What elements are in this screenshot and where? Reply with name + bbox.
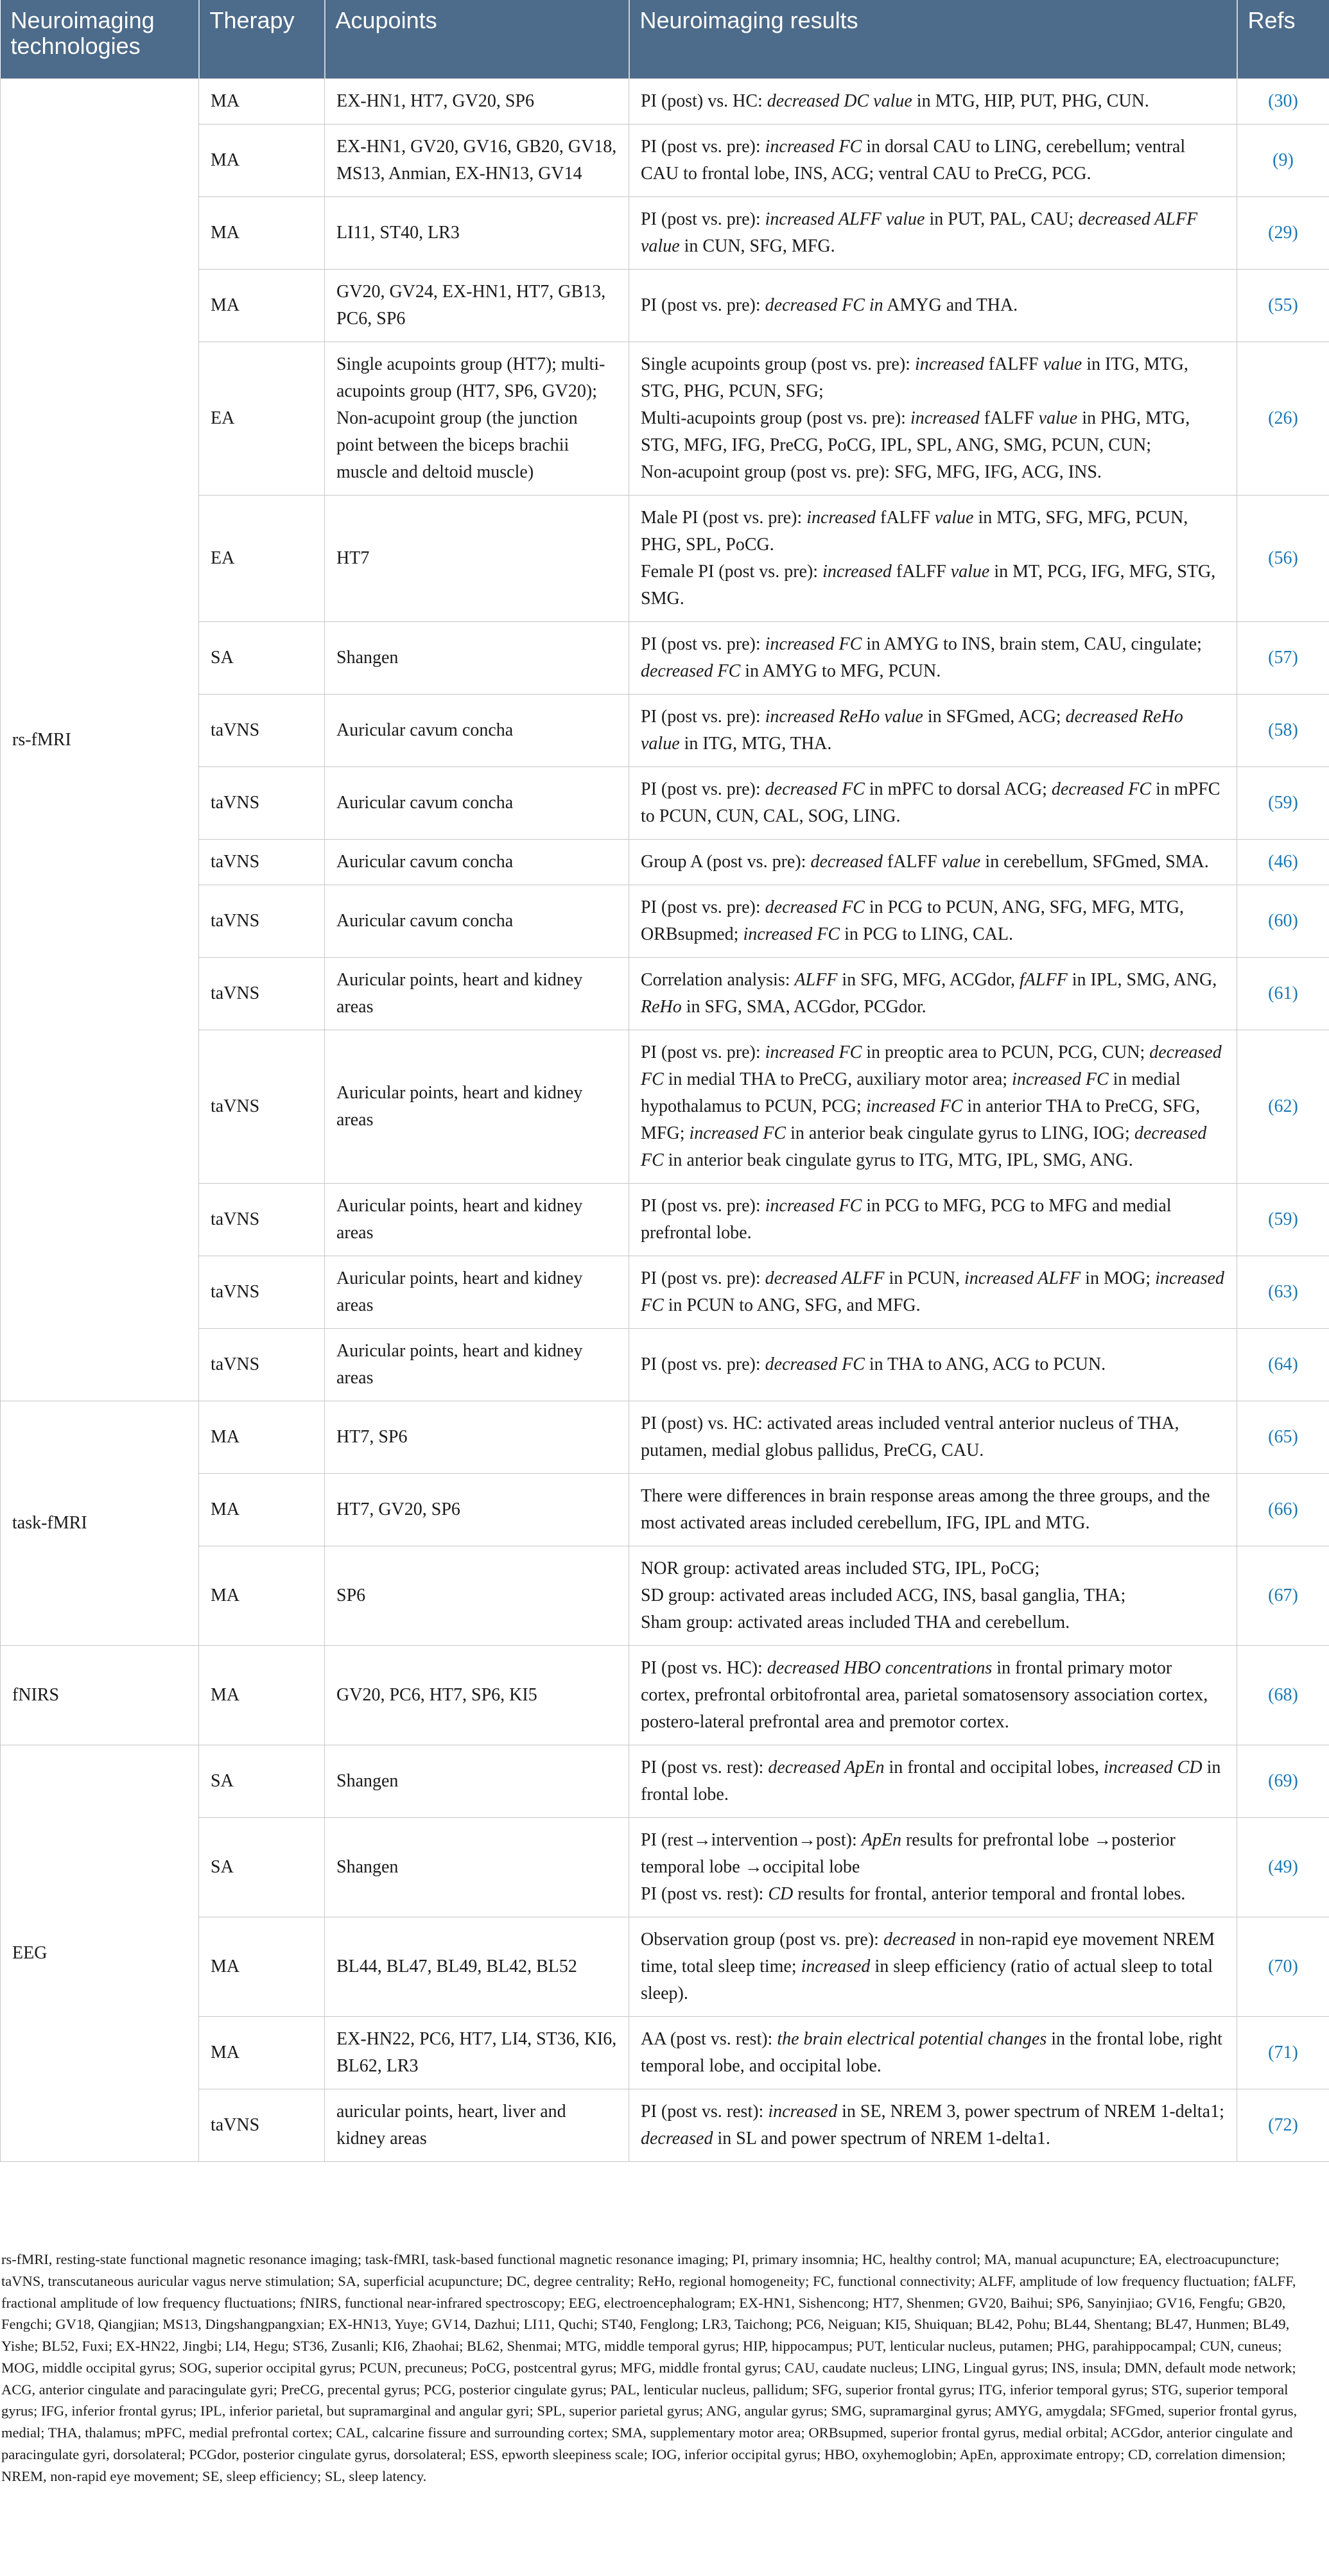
reference-link[interactable]: (67) xyxy=(1268,1586,1298,1605)
acupoints-cell: HT7 xyxy=(325,496,629,622)
results-cell: PI (post vs. pre): increased ALFF value in PUT, PAL, CAU; decreased ALFF value in CUN, SFG, MFG. xyxy=(629,197,1237,270)
therapy-cell: MA xyxy=(199,1546,325,1646)
therapy-cell: taVNS xyxy=(199,2089,325,2162)
table-row xyxy=(1,342,1329,496)
table-body xyxy=(1,79,1329,2162)
acupoints-cell: BL44, BL47, BL49, BL42, BL52 xyxy=(325,1917,629,2017)
reference-link[interactable]: (56) xyxy=(1268,548,1298,568)
refs-cell xyxy=(1237,1745,1329,1818)
reference-link[interactable]: (59) xyxy=(1268,1209,1298,1229)
acupoints-cell: Auricular points, heart and kidney areas xyxy=(325,958,629,1030)
table-row xyxy=(1,1646,1329,1745)
results-cell: PI (post vs. rest): decreased ApEn in frontal and occipital lobes, increased CD in frontal lobe. xyxy=(629,1745,1237,1818)
acupoints-cell: EX-HN1, GV20, GV16, GB20, GV18, MS13, Anmian, EX-HN13, GV14 xyxy=(325,125,629,197)
therapy-cell: MA xyxy=(199,1401,325,1474)
results-cell: NOR group: activated areas included STG, IPL, PoCG; SD group: activated areas included ACG, INS, basal ganglia, THA; Sham group: activated areas included THA and cerebellum. xyxy=(629,1546,1237,1646)
results-cell: PI (post vs. pre): increased ReHo value in SFGmed, ACG; decreased ReHo value in ITG, MTG, THA. xyxy=(629,695,1237,767)
acupoints-cell: SP6 xyxy=(325,1546,629,1646)
refs-cell xyxy=(1237,197,1329,270)
therapy-cell: MA xyxy=(199,197,325,270)
reference-link[interactable]: (66) xyxy=(1268,1500,1298,1519)
refs-cell xyxy=(1237,2017,1329,2089)
results-cell: PI (post) vs. HC: decreased DC value in MTG, HIP, PUT, PHG, CUN. xyxy=(629,79,1237,125)
therapy-cell: MA xyxy=(199,270,325,342)
table-row xyxy=(1,1474,1329,1546)
header-acupoints: Acupoints xyxy=(325,0,629,79)
therapy-cell: taVNS xyxy=(199,1256,325,1329)
results-cell: PI (rest→intervention→post): ApEn results for prefrontal lobe →posterior temporal lobe →occipital lobe PI (post vs. rest): CD results for frontal, anterior temporal and frontal lobes. xyxy=(629,1818,1237,1917)
results-cell: PI (post vs. pre): increased FC in dorsal CAU to LING, cerebellum; ventral CAU to frontal lobe, INS, ACG; ventral CAU to PreCG, PCG. xyxy=(629,125,1237,197)
refs-cell xyxy=(1237,342,1329,496)
reference-link[interactable]: (63) xyxy=(1268,1282,1298,1302)
table-row xyxy=(1,2017,1329,2089)
refs-cell xyxy=(1237,1401,1329,1474)
table-row xyxy=(1,1745,1329,1818)
therapy-cell: EA xyxy=(199,342,325,496)
therapy-cell: taVNS xyxy=(199,1030,325,1184)
reference-link[interactable]: (57) xyxy=(1268,648,1298,668)
table-row xyxy=(1,622,1329,695)
reference-link[interactable]: (49) xyxy=(1268,1857,1298,1877)
results-cell: PI (post) vs. HC: activated areas included ventral anterior nucleus of THA, putamen, medial globus pallidus, PreCG, CAU. xyxy=(629,1401,1237,1474)
results-cell: PI (post vs. pre): decreased FC in mPFC to dorsal ACG; decreased FC in mPFC to PCUN, CUN, CAL, SOG, LING. xyxy=(629,767,1237,840)
results-cell: Correlation analysis: ALFF in SFG, MFG, ACGdor, fALFF in IPL, SMG, ANG, ReHo in SFG, SMA, ACGdor, PCGdor. xyxy=(629,958,1237,1030)
therapy-cell: MA xyxy=(199,125,325,197)
table-footnote: rs-fMRI, resting-state functional magnetic resonance imaging; task-fMRI, task-based functional magnetic resonance imaging; PI, primary insomnia; HC, healthy control; MA, manual acupuncture; EA, electroacupuncture; taVNS, transcutaneous auricular vagus nerve stimulation; SA, superficial acupuncture; DC, degree centrality; ReHo, regional homogeneity; FC, functional connectivity; ALFF, amplitude of low frequency fluctuation; fALFF, fractional amplitude of low frequency fluctuations; fNIRS, functional near-infrared spectroscopy; EEG, electroencephalogram; EX-HN1, Sishencong; HT7, Shenmen; GV20, Baihui; SP6, Sanyinjiao; GV16, Fengfu; GB20, Fengchi; GV18, Qiangjian; MS13, Dingshangpangxian; EX-HN13, Yuye; GV14, Dazhui; LI11, Quchi; ST40, Fenglong; LR3, Taichong; PC6, Neiguan; KI5, Shuiquan; BL42, Pohu; BL44, Shentang; BL47, Hunmen; BL49, Yishe; BL52, Fuxi; EX-HN22, Jingbi; LI4, Hegu; ST36, Zusanli; KI6, Zhaohai; BL62, Shenmai; MTG, middle temporal gyrus; HIP, hippocampus; PUT, lenticular nucleus, putamen; PHG, parahippocampal; CUN, cuneus; MOG, middle occipital gyrus; SOG, superior occipital gyrus; PCUN, precuneus; PoCG, postcentral gyrus; MFG, middle frontal gyrus; CAU, caudate nucleus; LING, Lingual gyrus; INS, insula; DMN, default mode network; ACG, anterior cingulate and paracingulate gyri; PreCG, precental gyrus; PCG, posterior cingulate gyrus; PAL, lenticular nucleus, pallidum; SFG, superior frontal gyrus; ITG, inferior temporal gyrus; STG, superior temporal gyrus; IFG, inferior frontal gyrus; IPL, inferior parietal, but supramarginal and angular gyri; SPL, superior parietal gyrus; ANG, angular gyrus; SMG, supramarginal gyrus; AMYG, amygdala; SFGmed, superior frontal gyrus, medial; THA, thalamus; mPFC, medial prefrontal cortex; CAL, calcarine fissure and surrounding cortex; SMA, supplementary motor area; ORBsupmed, superior frontal gyrus, medial orbital; ACGdor, anterior cingulate and paracingulate gyri, dorsolateral; PCGdor, posterior cingulate gyrus, dorsolateral; ESS, epworth sleepiness scale; IOG, inferior occipital gyrus; HBO, oxyhemoglobin; ApEn, approximate entropy; CD, correlation dimension; NREM, non-rapid eye movement; SE, sleep efficiency; SL, sleep latency. xyxy=(1,2251,1298,2484)
reference-link[interactable]: (9) xyxy=(1273,150,1294,170)
header-technologies: Neuroimaging technologies xyxy=(1,0,199,79)
table-row xyxy=(1,1917,1329,2017)
reference-link[interactable]: (29) xyxy=(1268,223,1298,243)
therapy-cell: SA xyxy=(199,622,325,695)
acupoints-cell: Auricular points, heart and kidney areas xyxy=(325,1030,629,1184)
refs-cell xyxy=(1237,1646,1329,1745)
acupoints-cell: Auricular cavum concha xyxy=(325,695,629,767)
therapy-cell: taVNS xyxy=(199,1329,325,1401)
acupoints-cell: Auricular cavum concha xyxy=(325,767,629,840)
results-cell: PI (post vs. pre): increased FC in AMYG to INS, brain stem, CAU, cingulate; decreased FC in AMYG to MFG, PCUN. xyxy=(629,622,1237,695)
refs-cell xyxy=(1237,125,1329,197)
acupoints-cell: Shangen xyxy=(325,1745,629,1818)
reference-link[interactable]: (55) xyxy=(1268,295,1298,315)
refs-cell xyxy=(1237,1474,1329,1546)
therapy-cell: taVNS xyxy=(199,840,325,885)
acupoints-cell: HT7, SP6 xyxy=(325,1401,629,1474)
results-cell: Male PI (post vs. pre): increased fALFF value in MTG, SFG, MFG, PCUN, PHG, SPL, PoCG. Female PI (post vs. pre): increased fALFF value in MT, PCG, IFG, MFG, STG, SMG. xyxy=(629,496,1237,622)
acupoints-cell: Auricular points, heart and kidney areas xyxy=(325,1184,629,1256)
results-cell: PI (post vs. pre): decreased FC in THA to ANG, ACG to PCUN. xyxy=(629,1329,1237,1401)
header-therapy: Therapy xyxy=(199,0,325,79)
refs-cell xyxy=(1237,695,1329,767)
refs-cell xyxy=(1237,1184,1329,1256)
reference-link[interactable]: (71) xyxy=(1268,2043,1298,2062)
acupoints-cell: GV20, PC6, HT7, SP6, KI5 xyxy=(325,1646,629,1745)
reference-link[interactable]: (69) xyxy=(1268,1771,1298,1791)
therapy-cell: taVNS xyxy=(199,885,325,958)
table-row xyxy=(1,1329,1329,1401)
table-row xyxy=(1,1256,1329,1329)
results-cell: Group A (post vs. pre): decreased fALFF value in cerebellum, SFGmed, SMA. xyxy=(629,840,1237,885)
refs-cell xyxy=(1237,270,1329,342)
reference-link[interactable]: (30) xyxy=(1268,91,1298,111)
reference-link[interactable]: (58) xyxy=(1268,720,1298,740)
table-row xyxy=(1,958,1329,1030)
therapy-cell: SA xyxy=(199,1818,325,1917)
refs-cell xyxy=(1237,958,1329,1030)
acupoints-cell: EX-HN22, PC6, HT7, LI4, ST36, KI6, BL62, LR3 xyxy=(325,2017,629,2089)
table-header-row xyxy=(1,0,1329,79)
technology-group-cell: task-fMRI xyxy=(1,1401,199,1646)
table-row xyxy=(1,125,1329,197)
results-cell: AA (post vs. rest): the brain electrical potential changes in the frontal lobe, right temporal lobe, and occipital lobe. xyxy=(629,2017,1237,2089)
acupoints-cell: HT7, GV20, SP6 xyxy=(325,1474,629,1546)
table-row xyxy=(1,197,1329,270)
therapy-cell: EA xyxy=(199,496,325,622)
table-row xyxy=(1,1546,1329,1646)
therapy-cell: MA xyxy=(199,79,325,125)
refs-cell xyxy=(1237,840,1329,885)
reference-link[interactable]: (46) xyxy=(1268,852,1298,872)
therapy-cell: MA xyxy=(199,2017,325,2089)
technology-group-cell: rs-fMRI xyxy=(1,79,199,1401)
therapy-cell: MA xyxy=(199,1917,325,2017)
acupoints-cell: Single acupoints group (HT7); multi-acupoints group (HT7, SP6, GV20); Non-acupoint group (the junction point between the biceps brachii muscle and deltoid muscle) xyxy=(325,342,629,496)
reference-link[interactable]: (26) xyxy=(1268,408,1298,428)
reference-link[interactable]: (70) xyxy=(1268,1957,1298,1976)
acupoints-cell: Auricular points, heart and kidney areas xyxy=(325,1256,629,1329)
therapy-cell: MA xyxy=(199,1646,325,1745)
therapy-cell: taVNS xyxy=(199,1184,325,1256)
table-row xyxy=(1,1030,1329,1184)
table-row xyxy=(1,695,1329,767)
refs-cell xyxy=(1237,1546,1329,1646)
results-cell: PI (post vs. pre): increased FC in preoptic area to PCUN, PCG, CUN; decreased FC in medial THA to PreCG, auxiliary motor area; increased FC in medial hypothalamus to PCUN, PCG; increased FC in anterior THA to PreCG, SFG, MFG; increased FC in anterior beak cingulate gyrus to LING, IOG; decreased FC in anterior beak cingulate gyrus to ITG, MTG, IPL, SMG, ANG. xyxy=(629,1030,1237,1184)
table-row xyxy=(1,270,1329,342)
technology-group-cell: fNIRS xyxy=(1,1646,199,1745)
results-cell: Observation group (post vs. pre): decreased in non-rapid eye movement NREM time, total sleep time; increased in sleep efficiency (ratio of actual sleep to total sleep). xyxy=(629,1917,1237,2017)
acupoints-cell: Auricular cavum concha xyxy=(325,840,629,885)
refs-cell xyxy=(1237,1917,1329,2017)
refs-cell xyxy=(1237,885,1329,958)
therapy-cell: taVNS xyxy=(199,767,325,840)
acupoints-cell: Shangen xyxy=(325,622,629,695)
acupoints-cell: Shangen xyxy=(325,1818,629,1917)
acupoints-cell: GV20, GV24, EX-HN1, HT7, GB13, PC6, SP6 xyxy=(325,270,629,342)
reference-link[interactable]: (65) xyxy=(1268,1427,1298,1447)
refs-cell xyxy=(1237,1030,1329,1184)
refs-cell xyxy=(1237,767,1329,840)
refs-cell xyxy=(1237,2089,1329,2162)
refs-cell xyxy=(1237,1818,1329,1917)
results-cell: PI (post vs. pre): decreased FC in AMYG and THA. xyxy=(629,270,1237,342)
table-row xyxy=(1,1818,1329,1917)
results-cell: Single acupoints group (post vs. pre): increased fALFF value in ITG, MTG, STG, PHG, PCUN, SFG; Multi-acupoints group (post vs. pre): increased fALFF value in PHG, MTG, STG, MFG, IFG, PreCG, PoCG, IPL, SPL, ANG, SMG, PCUN, CUN; Non-acupoint group (post vs. pre): SFG, MFG, IFG, ACG, INS. xyxy=(629,342,1237,496)
reference-link[interactable]: (64) xyxy=(1268,1354,1298,1374)
acupoints-cell: Auricular cavum concha xyxy=(325,885,629,958)
reference-link[interactable]: (60) xyxy=(1268,911,1298,931)
acupoints-cell: EX-HN1, HT7, GV20, SP6 xyxy=(325,79,629,125)
refs-cell xyxy=(1237,79,1329,125)
acupoints-cell: Auricular points, heart and kidney areas xyxy=(325,1329,629,1401)
results-cell: PI (post vs. pre): decreased ALFF in PCUN, increased ALFF in MOG; increased FC in PCUN to ANG, SFG, and MFG. xyxy=(629,1256,1237,1329)
table-row xyxy=(1,767,1329,840)
table-row xyxy=(1,1401,1329,1474)
refs-cell xyxy=(1237,1329,1329,1401)
table-row xyxy=(1,2089,1329,2162)
reference-link[interactable]: (61) xyxy=(1268,983,1298,1003)
results-cell: PI (post vs. HC): decreased HBO concentrations in frontal primary motor cortex, prefrontal orbitofrontal area, parietal somatosensory association cortex, postero-lateral prefrontal area and premotor cortex. xyxy=(629,1646,1237,1745)
reference-link[interactable]: (72) xyxy=(1268,2115,1298,2135)
header-refs: Refs xyxy=(1237,0,1329,79)
reference-link[interactable]: (59) xyxy=(1268,793,1298,813)
acupoints-cell: auricular points, heart, liver and kidney areas xyxy=(325,2089,629,2162)
therapy-cell: SA xyxy=(199,1745,325,1818)
table-row xyxy=(1,885,1329,958)
refs-cell xyxy=(1237,1256,1329,1329)
reference-link[interactable]: (62) xyxy=(1268,1096,1298,1116)
table-row xyxy=(1,496,1329,622)
table-row xyxy=(1,840,1329,885)
results-cell: There were differences in brain response areas among the three groups, and the most activated areas included cerebellum, IFG, IPL and MTG. xyxy=(629,1474,1237,1546)
refs-cell xyxy=(1237,622,1329,695)
technology-group-cell: EEG xyxy=(1,1745,199,2162)
refs-cell xyxy=(1237,496,1329,622)
table-row xyxy=(1,1184,1329,1256)
reference-link[interactable]: (68) xyxy=(1268,1685,1298,1705)
results-cell: PI (post vs. pre): decreased FC in PCG to PCUN, ANG, SFG, MFG, MTG, ORBsupmed; increased FC in PCG to LING, CAL. xyxy=(629,885,1237,958)
therapy-cell: taVNS xyxy=(199,958,325,1030)
results-cell: PI (post vs. pre): increased FC in PCG to MFG, PCG to MFG and medial prefrontal lobe. xyxy=(629,1184,1237,1256)
header-results: Neuroimaging results xyxy=(629,0,1237,79)
therapy-cell: taVNS xyxy=(199,695,325,767)
results-cell: PI (post vs. rest): increased in SE, NREM 3, power spectrum of NREM 1-delta1; decreased in SL and power spectrum of NREM 1-delta1. xyxy=(629,2089,1237,2162)
therapy-cell: MA xyxy=(199,1474,325,1546)
table-row xyxy=(1,79,1329,125)
acupoints-cell: LI11, ST40, LR3 xyxy=(325,197,629,270)
